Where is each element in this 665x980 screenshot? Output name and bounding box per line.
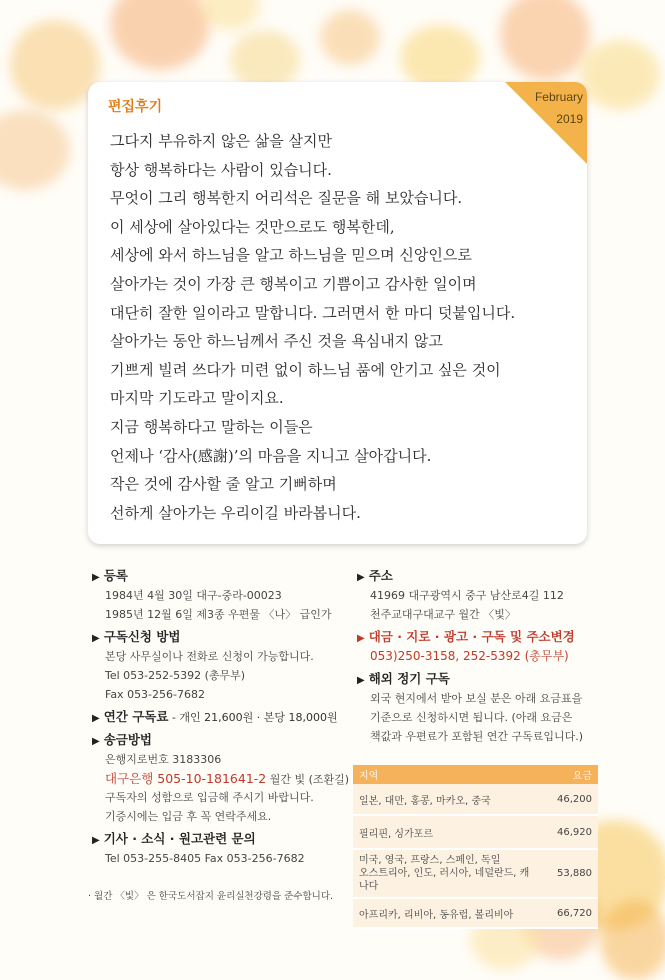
text-line: 이 세상에 살아있다는 것만으로도 행복한데, bbox=[110, 217, 395, 236]
editorial-text bbox=[110, 127, 515, 527]
info-left-column bbox=[92, 566, 350, 868]
section-heading: ▶ 등록 bbox=[92, 568, 128, 583]
fax-line: Fax 053-256-7682 bbox=[105, 688, 205, 701]
section-heading: ▶ 기사 · 소식 · 원고관련 문의 bbox=[92, 831, 256, 846]
text-line: 세상에 와서 하느님을 알고 하느님을 믿으며 신앙인으로 bbox=[110, 246, 472, 265]
info-line: 외국 현지에서 받아 보실 분은 아래 요금표을 bbox=[370, 692, 583, 705]
text-line: 마지막 기도라고 말이지요. bbox=[110, 389, 284, 408]
triangle-icon: ▶ bbox=[92, 736, 100, 747]
month-label: February bbox=[534, 90, 583, 104]
column-header-fee: 요금 bbox=[536, 765, 598, 784]
text-line: 살아가는 동안 하느님께서 주신 것을 욕심내지 않고 bbox=[110, 332, 443, 351]
region-cell: 미국, 영국, 프랑스, 스페인, 독일 오스트리아, 인도, 러시아, 네덜란드, 캐나다 bbox=[353, 849, 536, 898]
info-line: 본당 사무실이나 전화로 신청이 가능합니다. bbox=[105, 650, 314, 663]
text-line: 기쁘게 빌려 쓰다가 미련 없이 하느님 품에 안기고 싶은 것이 bbox=[110, 360, 501, 379]
fee-cell: 66,720 bbox=[536, 898, 598, 928]
region-cell: 일본, 대만, 홍콩, 마카오, 중국 bbox=[353, 784, 536, 815]
text-line: 언제나 ‘감사(感謝)’의 마음을 지니고 살아갑니다. bbox=[110, 446, 432, 465]
contact-line: Tel 053-255-8405 Fax 053-256-7682 bbox=[105, 852, 305, 865]
overseas-rate-table bbox=[353, 765, 598, 929]
region-cell: 필리핀, 싱가포르 bbox=[353, 815, 536, 849]
region-cell: 아프리카, 리비아, 동유럽, 볼리비아 bbox=[353, 898, 536, 928]
table-row bbox=[353, 784, 598, 815]
info-right-column bbox=[357, 566, 602, 746]
address-line: 41969 대구광역시 중구 남산로4길 112 bbox=[370, 589, 564, 602]
text-line: 선하게 살아가는 우리이길 바라봅니다. bbox=[110, 503, 361, 522]
text-line: 살아가는 것이 가장 큰 행복이고 기쁨이고 감사한 일이며 bbox=[110, 274, 477, 293]
triangle-icon: ▶ bbox=[357, 675, 365, 686]
text-line: 무엇이 그리 행복한지 어리석은 질문을 해 보았습니다. bbox=[110, 189, 463, 208]
annual-fee-detail: - 개인 21,600원 · 본당 18,000원 bbox=[168, 711, 338, 724]
text-line: 지금 행복하다고 말하는 이들은 bbox=[110, 417, 313, 436]
fee-cell: 46,920 bbox=[536, 815, 598, 849]
text-line: 작은 것에 감사할 줄 알고 기뻐하며 bbox=[110, 475, 337, 494]
section-heading: ▶ 구독신청 방법 bbox=[92, 629, 181, 644]
text-line: 항상 행복하다는 사람이 있습니다. bbox=[110, 160, 332, 179]
table-row bbox=[353, 898, 598, 928]
triangle-icon: ▶ bbox=[92, 713, 100, 724]
triangle-icon: ▶ bbox=[92, 572, 100, 583]
section-heading: ▶ 해외 정기 구독 bbox=[357, 671, 450, 686]
fee-cell: 53,880 bbox=[536, 849, 598, 898]
info-line: 1985년 12월 6일 제3종 우편물 〈나〉 급인가 bbox=[105, 608, 332, 621]
info-line: 은행지로번호 3183306 bbox=[105, 753, 222, 766]
bank-account: 대구은행 505-10-181641-2 bbox=[105, 771, 267, 786]
section-heading: ▶ 대금 · 지로 · 광고 · 구독 및 주소변경 bbox=[357, 629, 575, 644]
ethics-note: · 월간 〈빛〉 은 한국도서잡지 윤리실천강령을 준수합니다. bbox=[88, 891, 334, 902]
address-line: 천주교대구대교구 월간 〈빛〉 bbox=[370, 608, 516, 621]
info-line: 1984년 4월 30일 대구-중라-00023 bbox=[105, 589, 282, 602]
triangle-icon: ▶ bbox=[357, 572, 365, 583]
date-label bbox=[535, 90, 583, 126]
phone-line: Tel 053-252-5392 (총무부) bbox=[105, 669, 246, 682]
section-heading: ▶ 송금방법 bbox=[92, 732, 153, 747]
table-row bbox=[353, 815, 598, 849]
table-row bbox=[353, 849, 598, 898]
triangle-icon: ▶ bbox=[92, 835, 100, 846]
editorial-card bbox=[88, 82, 587, 544]
text-line: 대단히 잘한 일이라고 말합니다. 그러면서 한 마디 덧붙입니다. bbox=[110, 303, 516, 322]
fee-cell: 46,200 bbox=[536, 784, 598, 815]
card-title: 편집후기 bbox=[108, 99, 163, 115]
triangle-icon: ▶ bbox=[357, 633, 365, 644]
section-heading: ▶ 주소 bbox=[357, 568, 393, 583]
change-contact-line: 053)250-3158, 252-5392 (총무부) bbox=[370, 649, 569, 663]
info-line: 기준으로 신청하시면 됩니다. (아래 요금은 bbox=[370, 711, 573, 724]
info-line: 기증시에는 입금 후 꼭 연락주세요. bbox=[105, 810, 272, 823]
section-heading: ▶ 연간 구독료 - 개인 21,600원 · 본당 18,000원 bbox=[92, 709, 338, 724]
year-label: 2019 bbox=[556, 112, 583, 126]
info-line: 구독자의 성함으로 입금해 주시기 바랍니다. bbox=[105, 791, 314, 804]
column-header-region: 지역 bbox=[353, 765, 536, 784]
text-line: 그다지 부유하지 않은 삶을 살지만 bbox=[110, 132, 332, 150]
triangle-icon: ▶ bbox=[92, 633, 100, 644]
bank-account-line: 대구은행 505-10-181641-2 월간 빛 (조환길) bbox=[105, 771, 350, 786]
info-line: 책값과 우편료가 포함된 연간 구독료입니다.) bbox=[370, 730, 584, 743]
